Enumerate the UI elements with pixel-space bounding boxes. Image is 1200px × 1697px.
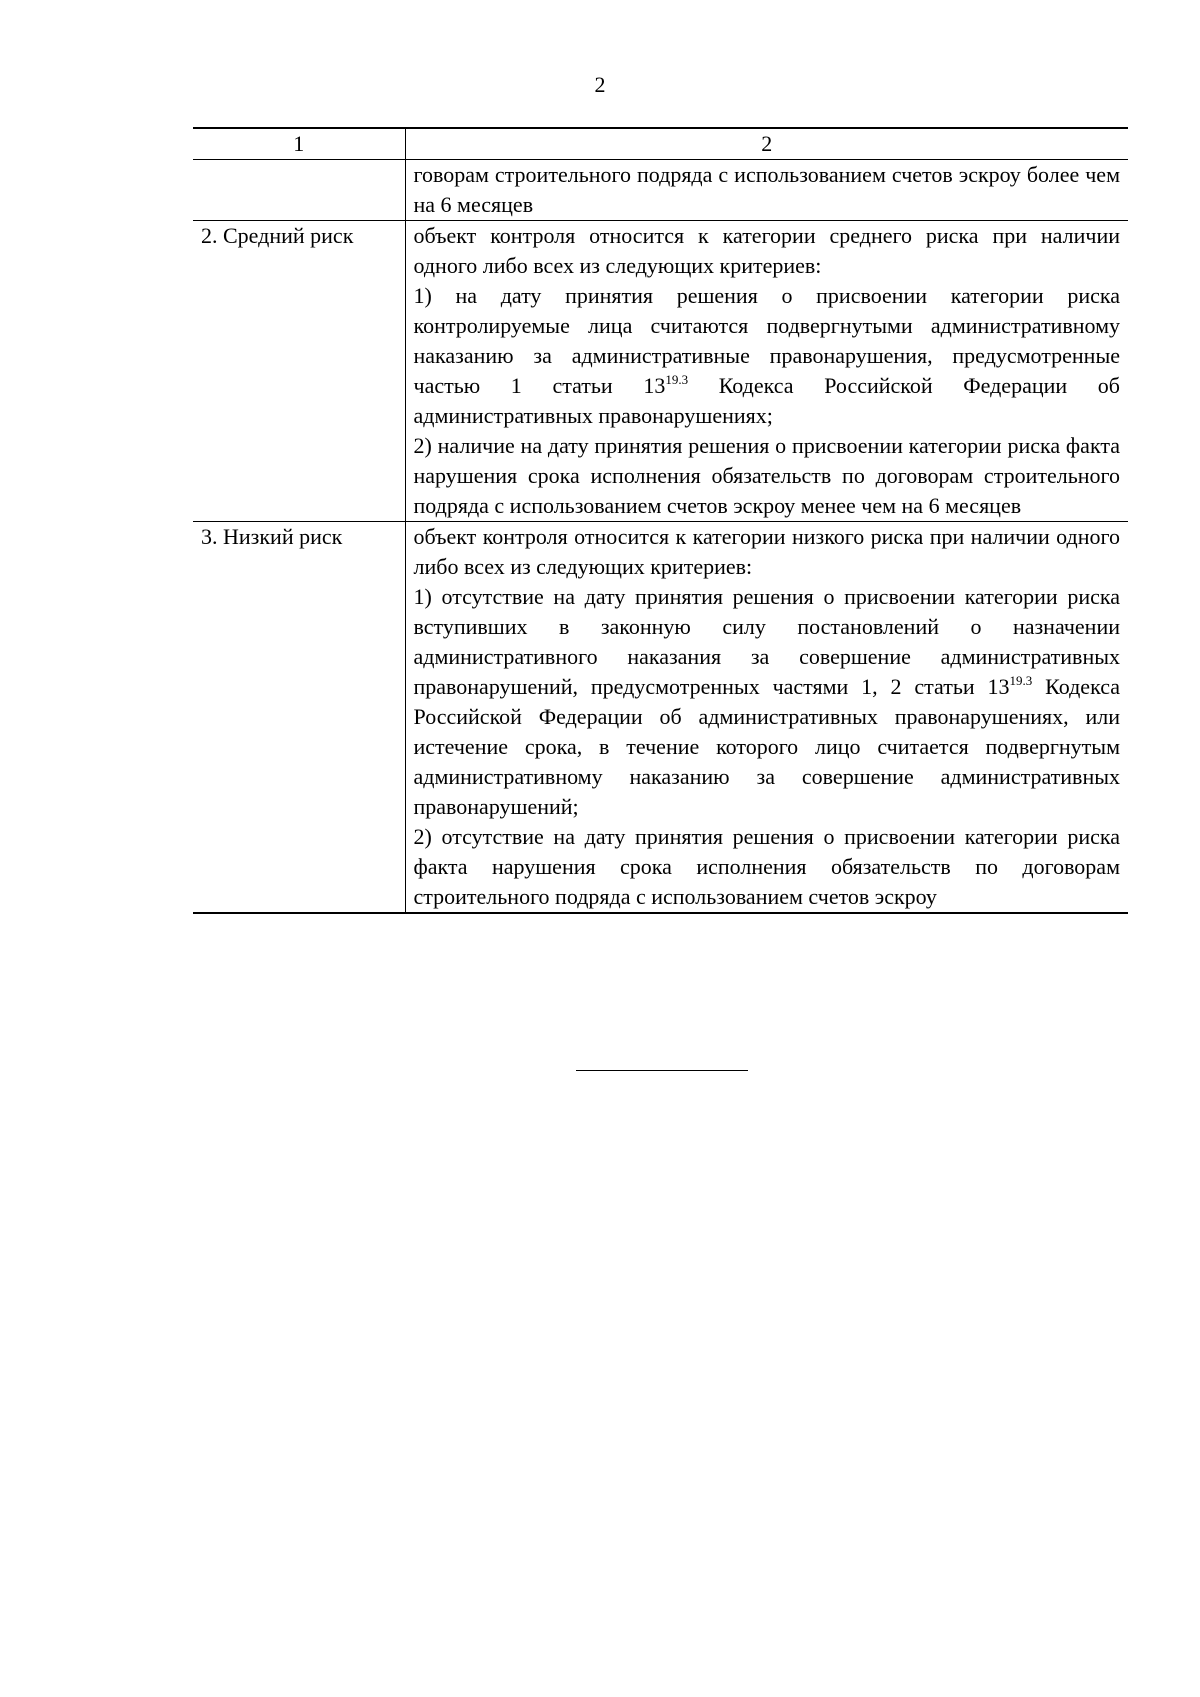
risk-criteria-cell <box>405 522 1128 914</box>
paragraph-text: объект контроля относится к категории низкого риска при наличии одного либо всех из следующих критериев: <box>413 524 1120 579</box>
table-body <box>193 160 1128 914</box>
table-row <box>193 522 1128 914</box>
risk-level-cell: 3. Низкий риск <box>201 524 343 549</box>
criteria-paragraph <box>414 221 1121 281</box>
paragraph-text: объект контроля относится к категории среднего риска при наличии одного либо всех из следующих критериев: <box>413 223 1120 278</box>
paragraph-text-continued: Кодекса Российской Федерации об административных правонарушениях; <box>413 373 1120 428</box>
criteria-paragraph <box>414 522 1121 582</box>
criteria-paragraph <box>414 822 1121 912</box>
criteria-paragraph <box>414 281 1121 431</box>
paragraph-text: говорам строительного подряда с использованием счетов эскроу более чем на 6 месяцев <box>413 162 1120 217</box>
risk-level-cell: 2. Средний риск <box>201 223 354 248</box>
paragraph-text: 2) отсутствие на дату принятия решения о присвоении категории риска факта нарушения срока исполнения обязательств по договорам строительного подряда с использованием счетов эскроу <box>413 824 1120 909</box>
risk-criteria-cell <box>405 221 1128 522</box>
table-row <box>193 160 1128 221</box>
page-number: 2 <box>594 72 606 97</box>
paragraph-text-continued: Кодекса Российской Федерации об административных правонарушениях, или истечение срока, в течение которого лицо считается подвергнутым административному наказанию за совершение административных правонарушений; <box>413 674 1121 819</box>
risk-level-cell <box>193 160 405 221</box>
paragraph-text: 1) на дату принятия решения о присвоении категории риска контролируемые лица считаются подвергнутыми административному наказанию за административные правонарушения, предусмотренные частью 1 статьи 13 <box>413 283 1120 398</box>
article-superscript: 19.3 <box>665 372 689 387</box>
column-header-1: 1 <box>193 128 405 160</box>
table-row <box>193 221 1128 522</box>
criteria-paragraph <box>414 582 1121 822</box>
column-header-2: 2 <box>405 128 1128 160</box>
risk-criteria-cell <box>405 160 1128 221</box>
paragraph-text: 1) отсутствие на дату принятия решения о присвоении категории риска вступивших в законную силу постановлений о назначении административного наказания за совершение административных правонарушений, предусмотренных частями 1, 2 статьи 13 <box>413 584 1120 699</box>
paragraph-text: 2) наличие на дату принятия решения о присвоении категории риска факта нарушения срока исполнения обязательств по договорам строительного подряда с использованием счетов эскроу менее чем на 6 месяцев <box>413 433 1120 518</box>
risk-criteria-table <box>193 127 1128 914</box>
criteria-paragraph <box>414 160 1121 220</box>
table-header-row <box>193 128 1128 160</box>
criteria-paragraph <box>414 431 1121 521</box>
article-superscript: 19.3 <box>1009 673 1033 688</box>
end-of-document-rule <box>576 1070 748 1071</box>
